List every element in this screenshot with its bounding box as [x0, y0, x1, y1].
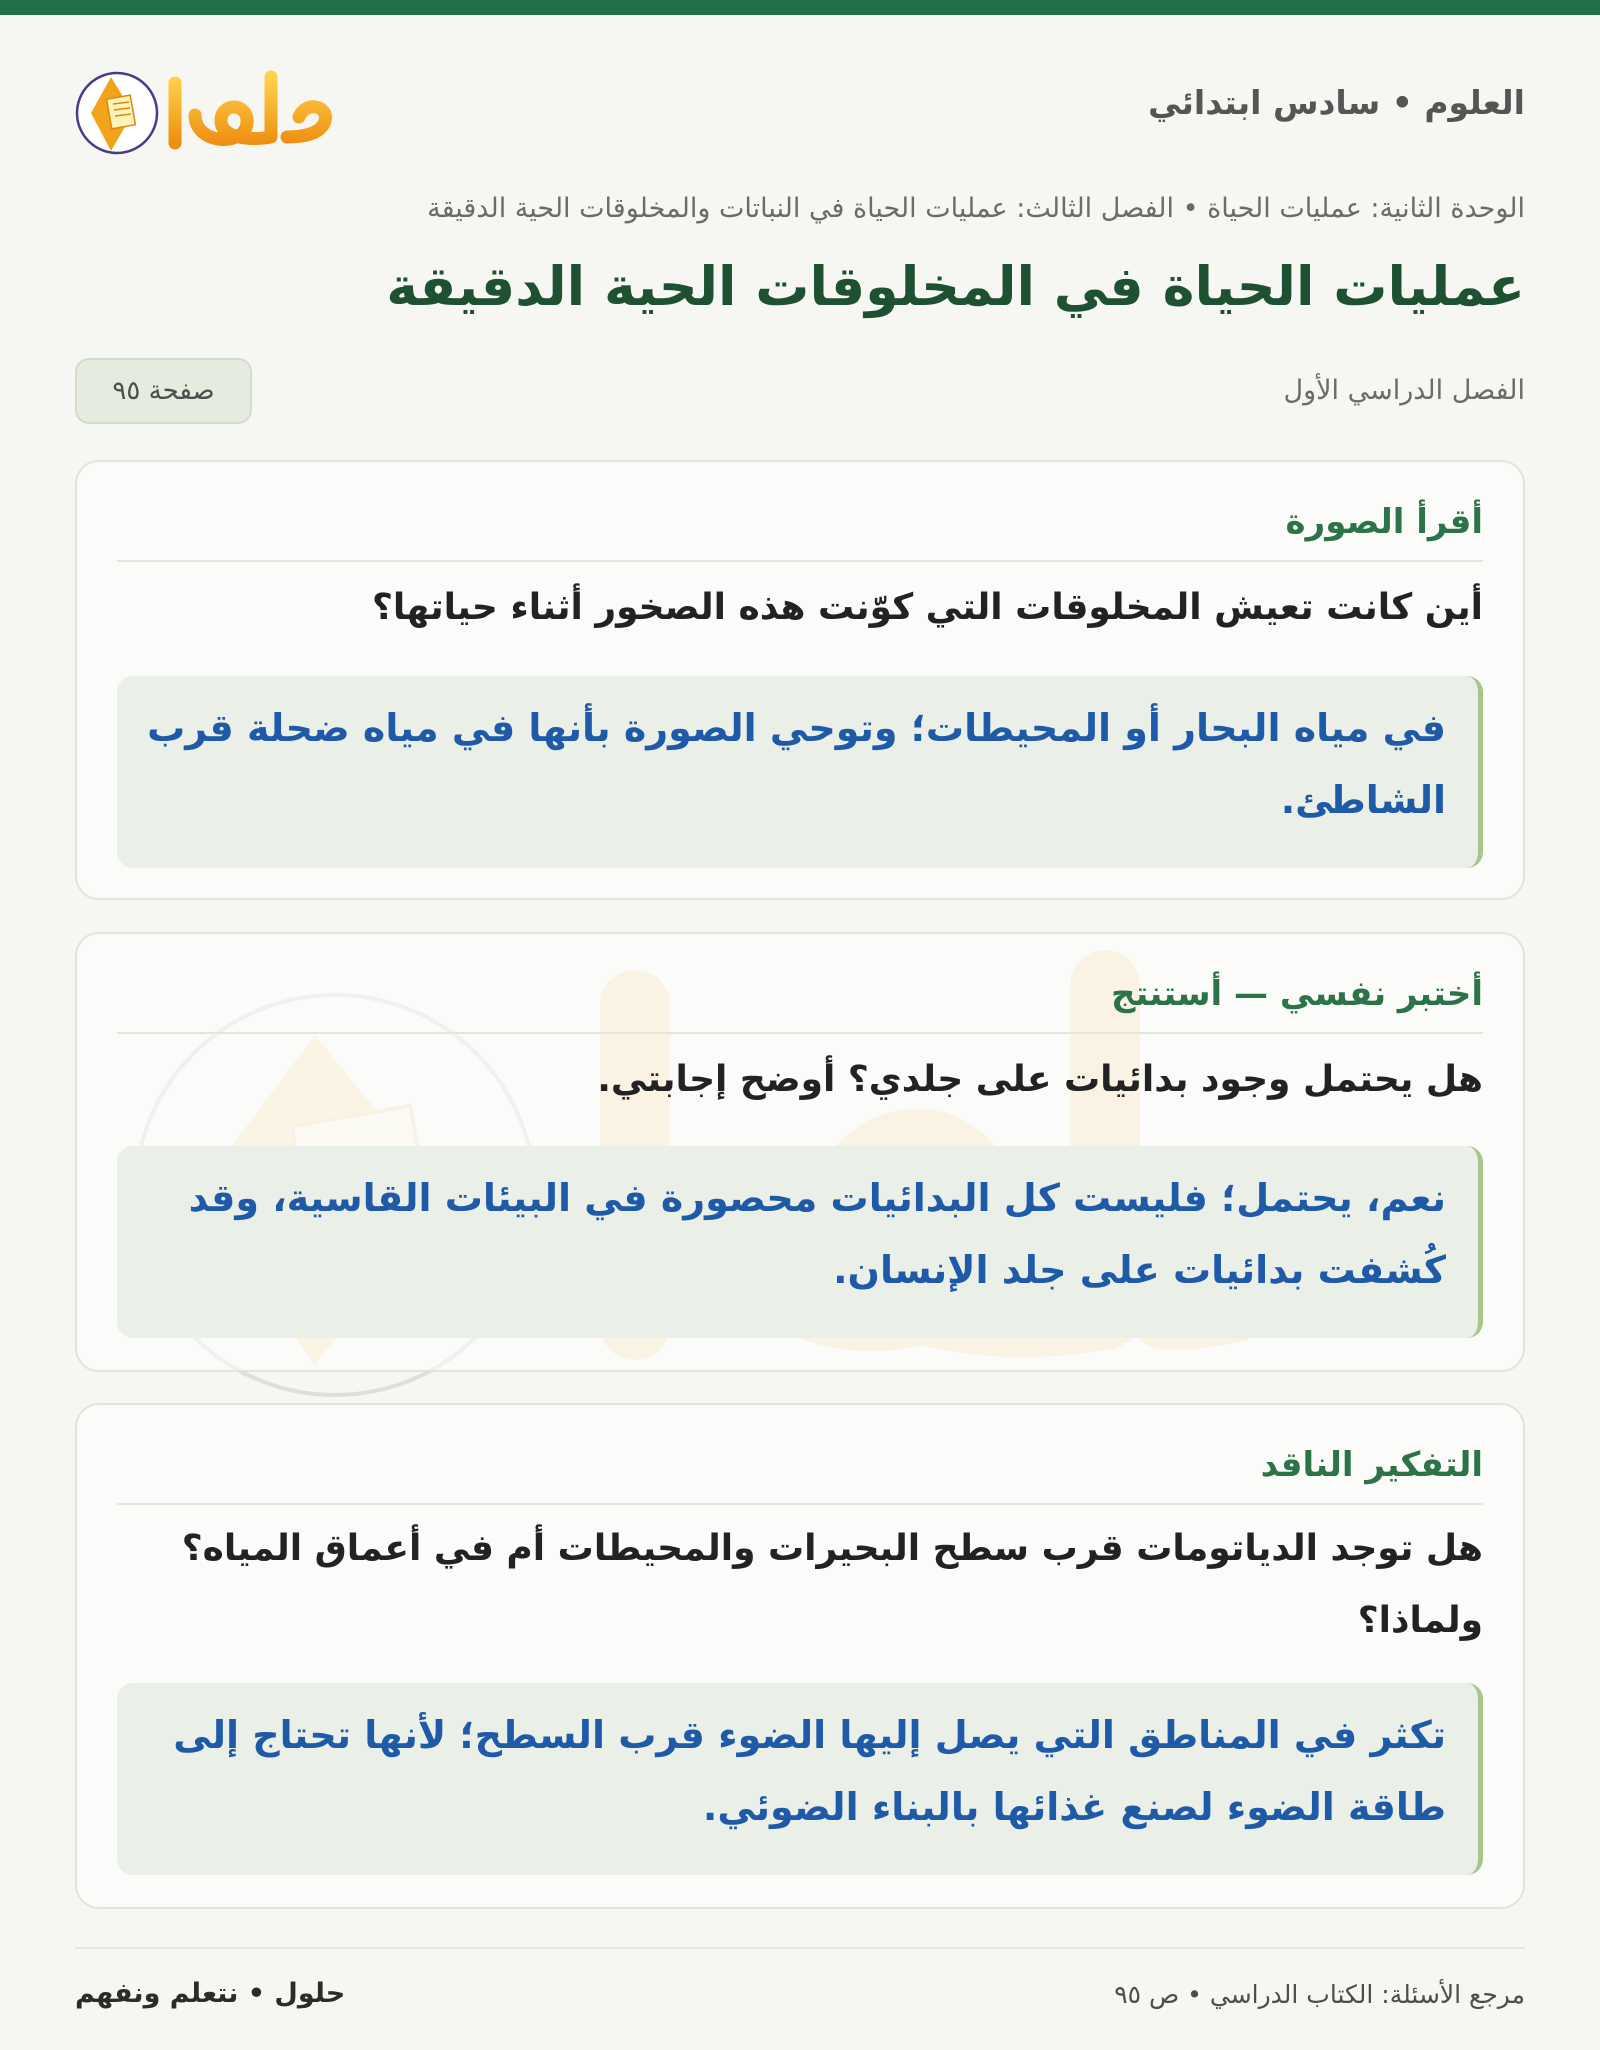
section-heading: أقرأ الصورة [117, 502, 1483, 562]
subject-label: العلوم • سادس ابتدائي [1148, 83, 1525, 122]
page-number-badge: صفحة ٩٥ [75, 358, 252, 424]
breadcrumb: الوحدة الثانية: عمليات الحياة • الفصل الثالث: عمليات الحياة في النباتات والمخلوقات الحية الدقيقة [427, 193, 1525, 224]
question-text: هل توجد الدياتومات قرب سطح البحيرات والمحيطات أم في أعماق المياه؟ ولماذا؟ [181, 1528, 1483, 1641]
footer-brand[interactable]: حلول • نتعلم ونفهم [75, 1978, 346, 2009]
answer-box: نعم، يحتمل؛ فليست كل البدائيات محصورة في البيئات القاسية، وقد كُشفت بدائيات على جلد الإنسان. [117, 1146, 1483, 1338]
question-card-read-image [75, 460, 1525, 900]
footer-reference: مرجع الأسئلة: الكتاب الدراسي • ص ٩٥ [1114, 1980, 1525, 2009]
answer-box: في مياه البحار أو المحيطات؛ وتوحي الصورة بأنها في مياه ضحلة قرب الشاطئ. [117, 676, 1483, 868]
question-card-critical-thinking [75, 1403, 1525, 1909]
page-title: عمليات الحياة في المخلوقات الحية الدقيقة [386, 255, 1525, 318]
question-card-self-test [75, 932, 1525, 1372]
top-accent-bar [0, 0, 1600, 15]
page-header [75, 55, 1525, 165]
section-heading: أختبر نفسي — أستنتج [117, 974, 1483, 1034]
hulul-logo-icon[interactable] [75, 55, 345, 165]
semester-label: الفصل الدراسي الأول [1283, 375, 1525, 406]
section-heading: التفكير الناقد [117, 1445, 1483, 1505]
question-text: أين كانت تعيش المخلوقات التي كوّنت هذه الصخور أثناء حياتها؟ [371, 587, 1483, 628]
answer-box: تكثر في المناطق التي يصل إليها الضوء قرب السطح؛ لأنها تحتاج إلى طاقة الضوء لصنع غذائها بالبناء الضوئي. [117, 1683, 1483, 1875]
logo-graphic [75, 55, 345, 165]
footer-divider [75, 1947, 1525, 1949]
question-text: هل يحتمل وجود بدائيات على جلدي؟ أوضح إجابتي. [597, 1059, 1483, 1100]
